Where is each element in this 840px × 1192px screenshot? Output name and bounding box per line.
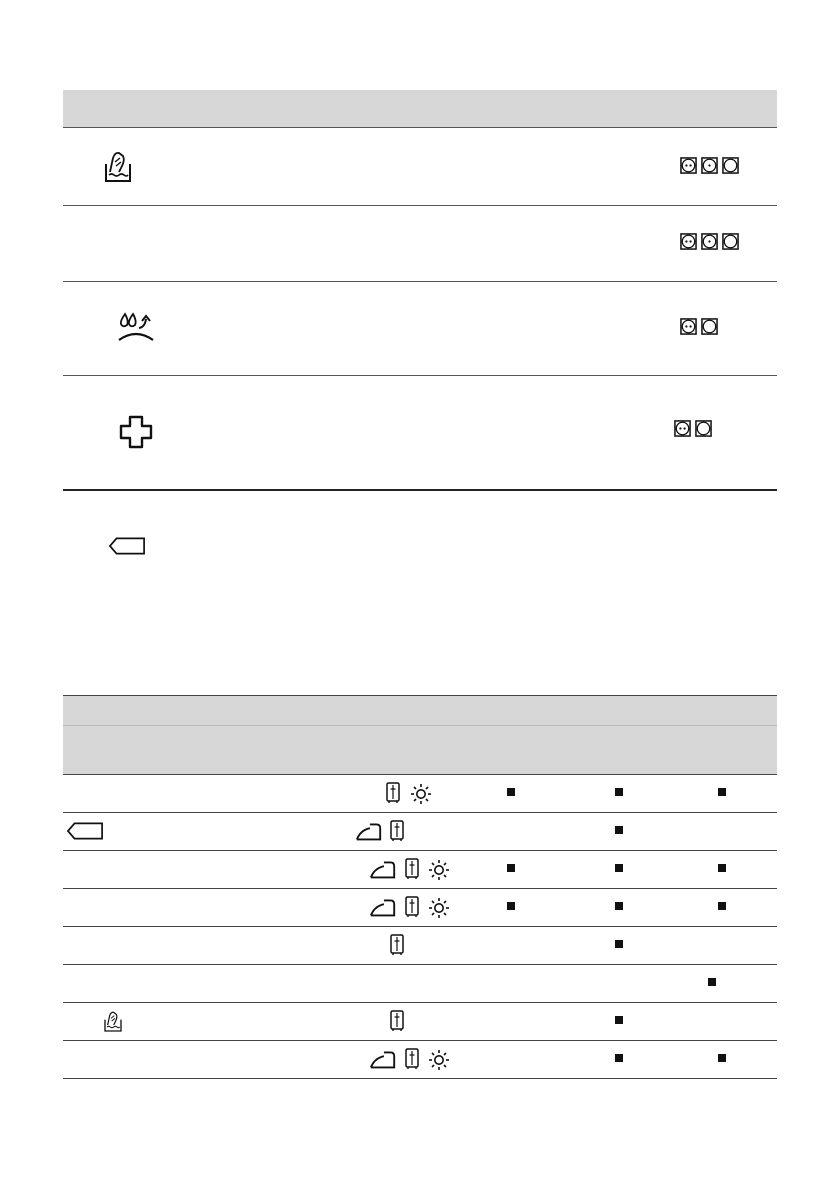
option-mark — [718, 902, 726, 910]
two-dot-icon — [680, 233, 697, 250]
cabinet-icon — [385, 782, 401, 804]
two-dot-icon — [680, 157, 697, 174]
temperature-dots — [674, 420, 712, 437]
option-mark — [615, 1054, 623, 1062]
empty-dot-icon — [722, 157, 739, 174]
tag-label-icon — [66, 821, 104, 841]
option-mark — [718, 864, 726, 872]
iron-icon — [355, 820, 383, 842]
options-row — [63, 965, 777, 1003]
cabinet-icon — [389, 820, 405, 842]
cabinet-icon — [404, 858, 420, 880]
options-row — [63, 813, 777, 851]
option-mark — [507, 902, 515, 910]
temperature-dots — [680, 318, 718, 335]
cabinet-icon — [389, 1010, 405, 1032]
temperature-dots — [680, 233, 739, 250]
refresh-steam-icon — [116, 310, 156, 346]
iron-icon — [369, 896, 397, 918]
cabinet-icon — [404, 896, 420, 918]
option-mark — [615, 902, 623, 910]
option-mark — [718, 788, 726, 796]
options-row — [63, 851, 777, 889]
empty-dot-icon — [701, 318, 718, 335]
option-mark — [718, 1054, 726, 1062]
sun-icon — [428, 1049, 450, 1071]
option-mark — [708, 978, 716, 986]
program-row — [63, 206, 777, 282]
empty-dot-icon — [722, 233, 739, 250]
one-dot-icon — [701, 157, 718, 174]
hand-wash-icon — [103, 1009, 123, 1033]
option-mark — [615, 826, 623, 834]
program-row — [63, 376, 777, 491]
options-table — [63, 695, 777, 1079]
options-table-subheader — [63, 726, 777, 775]
options-row — [63, 1003, 777, 1041]
option-mark — [507, 788, 515, 796]
option-mark — [507, 864, 515, 872]
option-mark — [615, 788, 623, 796]
iron-icon — [369, 1048, 397, 1070]
cabinet-icon — [389, 934, 405, 956]
cabinet-icon — [404, 1048, 420, 1070]
plus-cross-icon — [118, 414, 154, 450]
temperature-dots — [680, 157, 739, 174]
option-mark — [615, 1016, 623, 1024]
two-dot-icon — [680, 318, 697, 335]
program-row — [63, 128, 777, 206]
program-table-header — [63, 90, 777, 128]
tag-label-icon — [108, 536, 146, 556]
options-row — [63, 775, 777, 813]
option-mark — [615, 864, 623, 872]
hand-wash-icon — [103, 148, 133, 184]
one-dot-icon — [701, 233, 718, 250]
options-row — [63, 1041, 777, 1079]
program-table — [63, 90, 777, 491]
iron-icon — [369, 858, 397, 880]
options-table-header — [63, 695, 777, 726]
program-row — [63, 282, 777, 376]
sun-icon — [410, 783, 432, 805]
sun-icon — [428, 897, 450, 919]
two-dot-icon — [674, 420, 691, 437]
sun-icon — [428, 859, 450, 881]
empty-dot-icon — [695, 420, 712, 437]
options-row — [63, 927, 777, 965]
options-row — [63, 889, 777, 927]
option-mark — [615, 940, 623, 948]
